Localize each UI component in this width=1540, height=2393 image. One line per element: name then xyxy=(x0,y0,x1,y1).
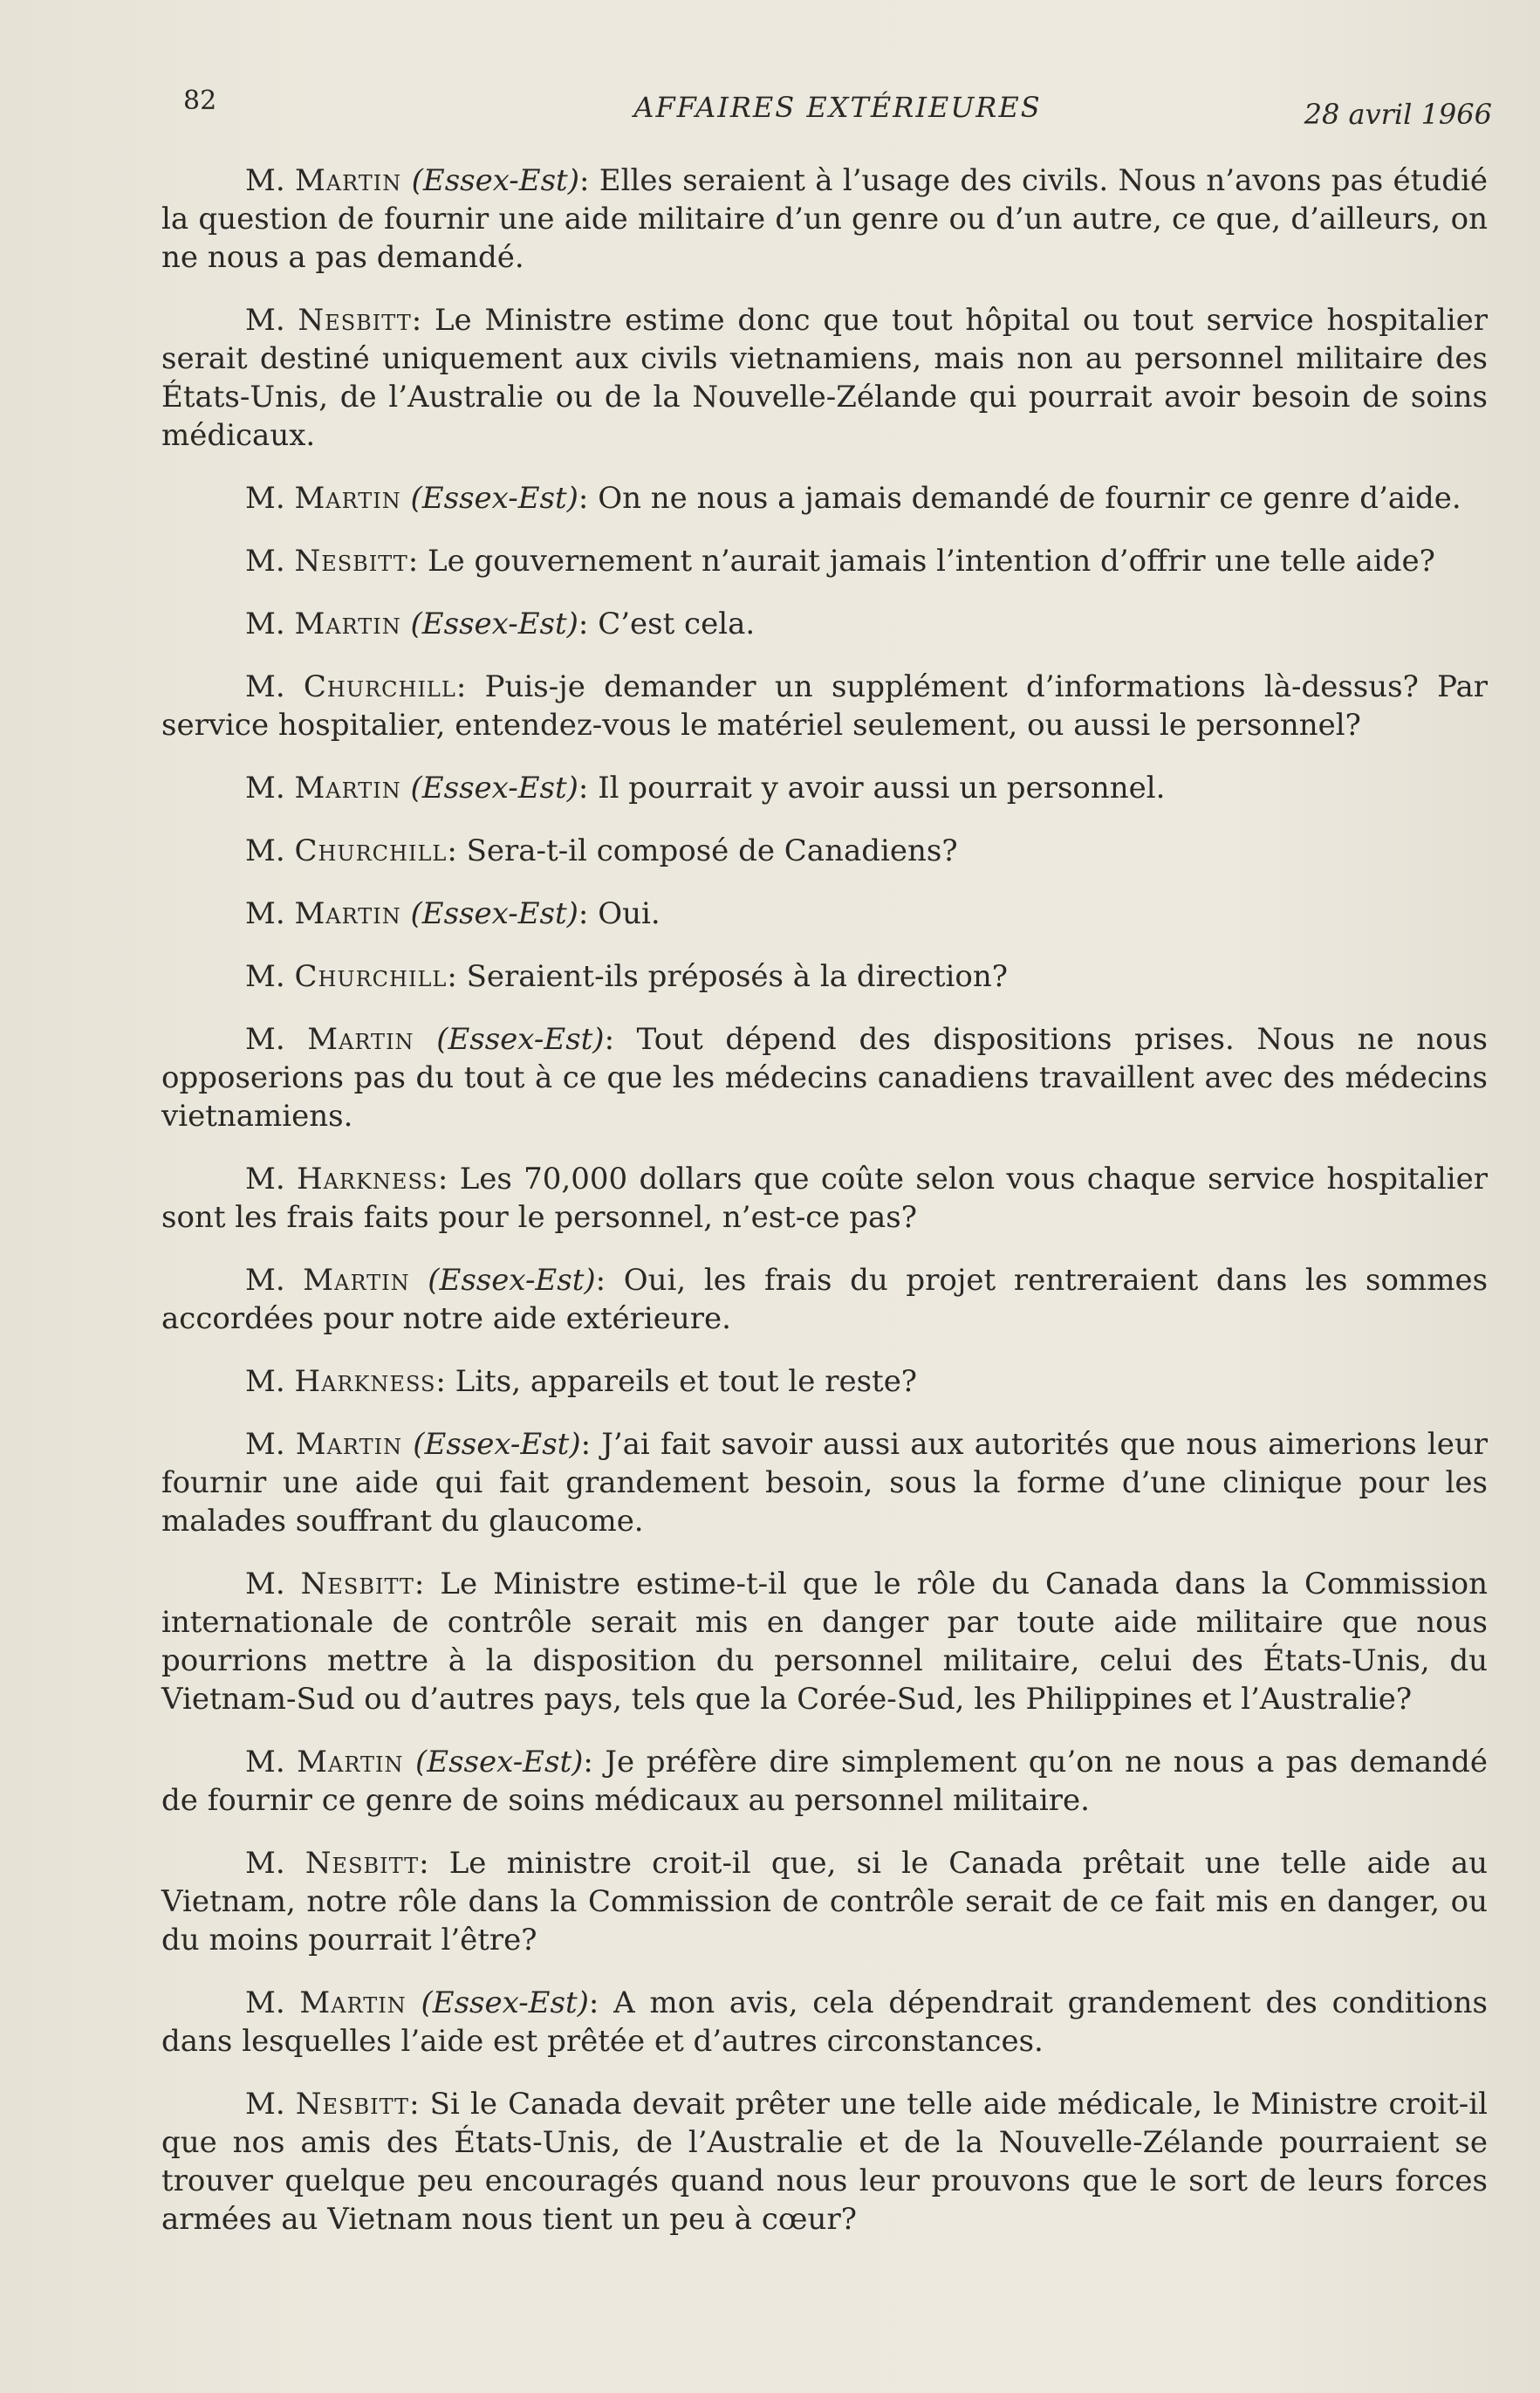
speaker-separator: : xyxy=(407,544,419,579)
speech-paragraph xyxy=(161,668,1488,744)
speaker-separator: : xyxy=(595,1263,606,1298)
speaker-separator: : xyxy=(578,607,589,641)
speech-text: Le Ministre estime-t-il que le rôle du Canada dans la Commission internationale de contrôle serait mis en danger par toute aide militaire que nous pourrions mettre à la disposition du personnel militaire, celui des États-Unis, du Vietnam-Sud ou d’autres pays, tels que la Corée-Sud, les Philippines et l’Australie? xyxy=(161,1567,1488,1717)
speaker-separator: : xyxy=(414,1567,425,1601)
speaker-title: M. xyxy=(245,959,285,994)
speaker-title: M. xyxy=(245,669,285,704)
speaker-riding: (Essex-Est) xyxy=(410,607,578,641)
speaker-title: M. xyxy=(245,481,285,516)
speaker-title: M. xyxy=(245,163,285,198)
speaker-title: M. xyxy=(245,1846,285,1881)
speech-paragraph xyxy=(161,769,1488,807)
speech-paragraph xyxy=(161,1743,1488,1820)
header-date: 28 avril 1966 xyxy=(1304,98,1492,131)
speaker-title: M. xyxy=(245,1567,285,1601)
speaker-title: M. xyxy=(245,1162,285,1196)
speech-text: Sera-t-il composé de Canadiens? xyxy=(456,833,958,868)
speech-paragraph xyxy=(161,1020,1488,1135)
page-number: 82 xyxy=(183,86,217,116)
speaker-name: Martin xyxy=(294,896,401,931)
speaker-riding: (Essex-Est) xyxy=(413,1427,581,1462)
speech-paragraph xyxy=(161,1844,1488,1959)
speaker-riding: (Essex-Est) xyxy=(410,771,578,806)
speaker-title: M. xyxy=(245,607,285,641)
speech-paragraph xyxy=(161,161,1488,277)
speech-text: Seraient-ils préposés à la direction? xyxy=(456,959,1009,994)
speaker-name: Harkness xyxy=(294,1364,436,1399)
speech-paragraph xyxy=(161,1565,1488,1718)
speaker-riding: (Essex-Est) xyxy=(411,163,579,198)
speaker-separator: : xyxy=(578,771,589,806)
speaker-title: M. xyxy=(245,2087,285,2122)
speaker-separator: : xyxy=(583,1745,593,1779)
speech-text: C’est cela. xyxy=(588,607,756,641)
speech-paragraph xyxy=(161,2085,1488,2239)
speaker-name: Nesbitt xyxy=(305,1846,420,1881)
speaker-name: Nesbitt xyxy=(295,2087,410,2122)
speaker-name: Martin xyxy=(294,607,401,641)
speaker-riding: (Essex-Est) xyxy=(410,896,578,931)
speaker-separator: : xyxy=(437,1162,448,1196)
speaker-separator: : xyxy=(409,2087,420,2122)
speaker-title: M. xyxy=(245,544,285,579)
speech-paragraph xyxy=(161,479,1488,518)
speaker-separator: : xyxy=(578,896,589,931)
speaker-title: M. xyxy=(245,1022,285,1057)
speaker-name: Martin xyxy=(294,163,402,198)
speech-text: Le ministre croit-il que, si le Canada prêtait une telle aide au Vietnam, notre rôle dans la Commission de contrôle serait de ce fait mis en danger, ou du moins pourrait l’être? xyxy=(161,1846,1488,1958)
speaker-name: Nesbitt xyxy=(294,544,408,579)
speaker-name: Churchill xyxy=(303,669,456,704)
speaker-separator: : xyxy=(435,1364,446,1399)
speaker-title: M. xyxy=(245,1745,285,1779)
page-header xyxy=(183,79,1492,140)
speech-text: Tout dépend des dispositions prises. Nous ne nous opposerions pas du tout à ce que les médecins canadiens travaillent avec des médecins vietnamiens. xyxy=(161,1022,1488,1134)
speaker-name: Churchill xyxy=(294,959,448,994)
speech-text: Elles seraient à l’usage des civils. Nous n’avons pas étudié la question de fournir une aide militaire d’un genre ou d’un autre, ce que, d’ailleurs, on ne nous a pas demandé. xyxy=(161,163,1488,275)
speech-paragraph xyxy=(161,1984,1488,2060)
speaker-separator: : xyxy=(419,1846,429,1881)
speech-text: Je préfère dire simplement qu’on ne nous a pas demandé de fournir ce genre de soins médicaux au personnel militaire. xyxy=(161,1745,1488,1818)
speech-paragraph xyxy=(161,1425,1488,1540)
speaker-riding: (Essex-Est) xyxy=(415,1745,584,1779)
speaker-name: Martin xyxy=(294,771,401,806)
speech-text: J’ai fait savoir aussi aux autorités que nous aimerions leur fournir une aide qui fait grandement besoin, sous la forme d’une clinique pour les malades souffrant du glaucome. xyxy=(161,1427,1489,1539)
speaker-separator: : xyxy=(455,669,467,704)
speech-paragraph xyxy=(161,1160,1488,1237)
speaker-riding: (Essex-Est) xyxy=(410,481,578,516)
speaker-name: Martin xyxy=(297,1745,404,1779)
speaker-separator: : xyxy=(411,303,422,338)
speech-text: Lits, appareils et tout le reste? xyxy=(445,1364,918,1399)
speaker-riding: (Essex-Est) xyxy=(436,1022,605,1057)
speech-paragraph xyxy=(161,542,1488,580)
speech-text: Les 70,000 dollars que coûte selon vous chaque service hospitalier sont les frais faits pour le personnel, n’est-ce pas? xyxy=(161,1162,1489,1235)
speech-text: Puis-je demander un supplément d’informations là-dessus? Par service hospitalier, entendez-vous le matériel seulement, ou aussi le personnel? xyxy=(161,669,1488,743)
speaker-riding: (Essex-Est) xyxy=(428,1263,596,1298)
speaker-name: Harkness xyxy=(296,1162,438,1196)
speaker-separator: : xyxy=(578,163,590,198)
speaker-separator: : xyxy=(604,1022,615,1057)
speaker-title: M. xyxy=(245,1263,285,1298)
speaker-title: M. xyxy=(245,833,285,868)
speaker-separator: : xyxy=(578,481,589,516)
speech-text: Oui. xyxy=(588,896,660,931)
speech-text: Le Ministre estime donc que tout hôpital ou tout service hospitalier serait destiné uniquement aux civils vietnamiens, mais non au personnel militaire des États-Unis, de l’Australie ou de la Nouvelle-Zélande qui pourrait avoir besoin de soins médicaux. xyxy=(161,303,1488,453)
speaker-name: Nesbitt xyxy=(298,303,412,338)
running-title: AFFAIRES EXTÉRIEURES xyxy=(633,91,1042,124)
speech-paragraph xyxy=(161,301,1488,455)
speaker-separator: : xyxy=(588,1985,599,2020)
speaker-separator: : xyxy=(447,959,457,994)
speech-text: On ne nous a jamais demandé de fournir ce genre d’aide. xyxy=(588,481,1461,516)
speech-paragraph xyxy=(161,957,1488,996)
speaker-title: M. xyxy=(245,1985,285,2020)
speaker-title: M. xyxy=(245,303,285,338)
speaker-title: M. xyxy=(245,1427,285,1462)
speaker-name: Martin xyxy=(299,1985,407,2020)
speech-paragraph xyxy=(161,1362,1488,1401)
speech-paragraph xyxy=(161,832,1488,870)
speech-text: Il pourrait y avoir aussi un personnel. xyxy=(588,771,1166,806)
speech-paragraph xyxy=(161,605,1488,643)
speaker-name: Churchill xyxy=(294,833,448,868)
speech-paragraph xyxy=(161,895,1488,933)
speaker-title: M. xyxy=(245,771,285,806)
speaker-title: M. xyxy=(245,896,285,931)
speech-paragraph xyxy=(161,1261,1488,1338)
speaker-separator: : xyxy=(447,833,457,868)
speaker-name: Martin xyxy=(307,1022,414,1057)
transcript-body xyxy=(161,161,1488,2263)
speech-text: Oui, les frais du projet rentreraient dans les sommes accordées pour notre aide extérieure. xyxy=(161,1263,1489,1336)
speech-text: Si le Canada devait prêter une telle aide médicale, le Ministre croit-il que nos amis des États-Unis, de l’Australie et de la Nouvelle-Zélande pourraient se trouver quelque peu encouragés quand nous leur prouvons que le sort de leurs forces armées au Vietnam nous tient un peu à cœur? xyxy=(161,2087,1488,2237)
speaker-name: Nesbitt xyxy=(300,1567,414,1601)
speech-text: Le gouvernement n’aurait jamais l’intention d’offrir une telle aide? xyxy=(418,544,1435,579)
speaker-separator: : xyxy=(580,1427,592,1462)
speaker-riding: (Essex-Est) xyxy=(421,1985,589,2020)
speech-text: A mon avis, cela dépendrait grandement des conditions dans lesquelles l’aide est prêtée et d’autres circonstances. xyxy=(161,1985,1488,2059)
speaker-title: M. xyxy=(245,1364,285,1399)
speaker-name: Martin xyxy=(295,1427,403,1462)
speaker-name: Martin xyxy=(303,1263,410,1298)
speaker-name: Martin xyxy=(294,481,401,516)
